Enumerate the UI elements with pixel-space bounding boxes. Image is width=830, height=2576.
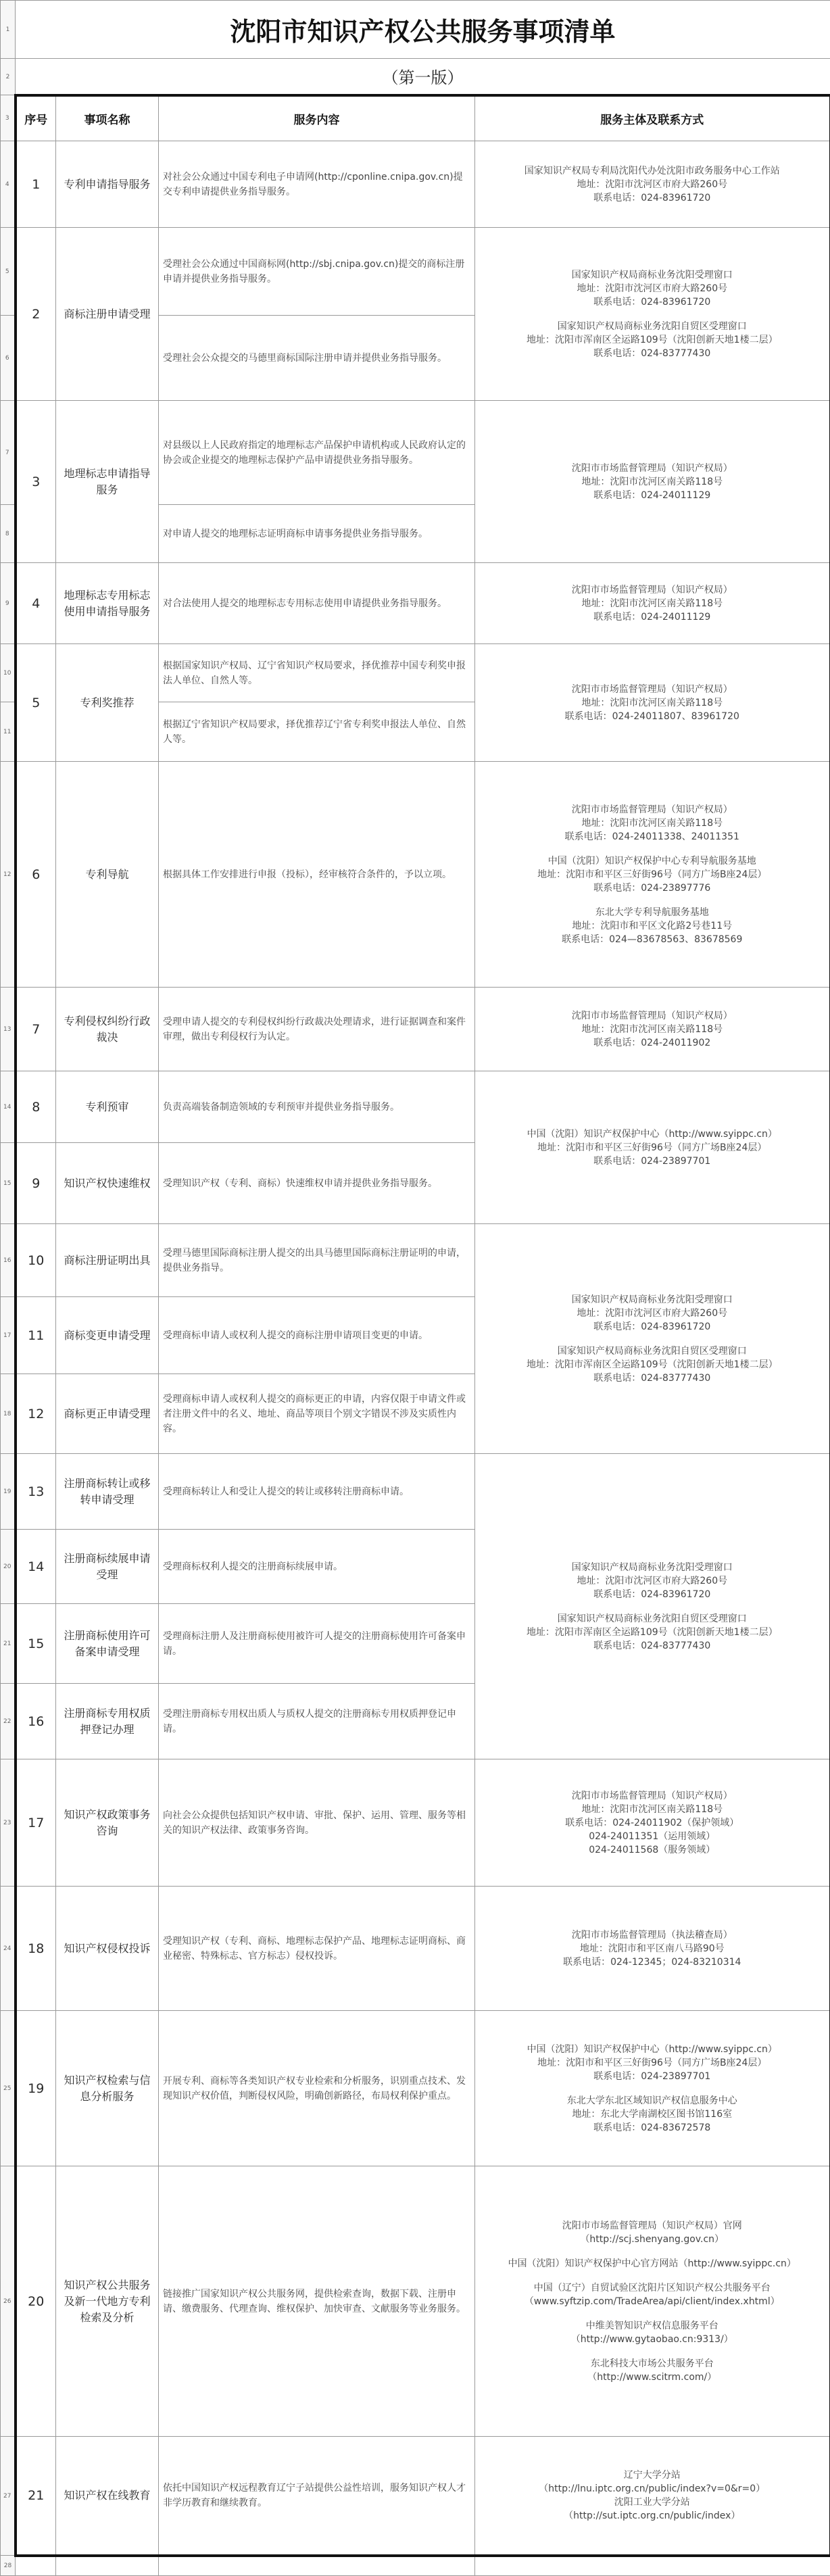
item-name: 商标注册证明出具 xyxy=(56,1224,159,1297)
row-number: 18 xyxy=(1,1374,16,1454)
item-content: 受理社会公众通过中国商标网(http://sbj.cnipa.gov.cn)提交的商标注册申请并提供业务指导服务。 xyxy=(159,228,475,316)
empty-cell xyxy=(16,2556,56,2576)
provider-gap xyxy=(479,2270,825,2281)
provider-line: 地址：沈阳市沈河区南关路118号 xyxy=(479,817,825,830)
row-number: 25 xyxy=(1,2011,16,2166)
provider-cell xyxy=(475,762,830,988)
row-number: 1 xyxy=(1,1,16,59)
item-content: 受理知识产权（专利、商标、地理标志保护产品、地理标志证明商标、商业秘密、特殊标志、官方标志）侵权投诉。 xyxy=(159,1887,475,2011)
provider-gap xyxy=(479,2346,825,2357)
provider-line: 地址：沈阳市沈河区南关路118号 xyxy=(479,1023,825,1036)
row-number: 12 xyxy=(1,762,16,988)
header-provider: 服务主体及联系方式 xyxy=(475,95,830,141)
table-row xyxy=(1,228,830,316)
item-no: 9 xyxy=(16,1143,56,1224)
item-name: 注册商标转让或移转申请受理 xyxy=(56,1454,159,1530)
provider-line: 联系电话：024-83961720 xyxy=(479,1588,825,1601)
item-name: 注册商标使用许可备案申请受理 xyxy=(56,1604,159,1684)
provider-line: 联系电话：024-23897701 xyxy=(479,2070,825,2083)
item-content: 受理知识产权（专利、商标）快速维权申请并提供业务指导服务。 xyxy=(159,1143,475,1224)
item-content: 受理商标转让人和受让人提交的转让或移转注册商标申请。 xyxy=(159,1454,475,1530)
item-content: 开展专利、商标等各类知识产权专业检索和分析服务，识别重点技术、发现知识产权价值，判断侵权风险，明确创新路径，布局权利保护重点。 xyxy=(159,2011,475,2166)
provider-gap xyxy=(479,2246,825,2257)
provider-line: 中维美智知识产权信息服务平台 xyxy=(479,2319,825,2333)
provider-line: （http://lnu.iptc.org.cn/public/index?v=0&r=0） xyxy=(479,2482,825,2496)
row-number: 4 xyxy=(1,141,16,228)
item-no: 5 xyxy=(16,644,56,762)
provider-line: 中国（辽宁）自贸试验区沈阳片区知识产权公共服务平台 xyxy=(479,2281,825,2295)
table-row xyxy=(1,563,830,644)
row-number: 24 xyxy=(1,1887,16,2011)
item-content: 受理商标申请人或权利人提交的商标注册申请项目变更的申请。 xyxy=(159,1297,475,1374)
provider-line: 国家知识产权局商标业务沈阳自贸区受理窗口 xyxy=(479,1344,825,1358)
item-no: 19 xyxy=(16,2011,56,2166)
provider-line: 国家知识产权局商标业务沈阳受理窗口 xyxy=(479,1561,825,1574)
provider-cell xyxy=(475,2437,830,2556)
item-no: 6 xyxy=(16,762,56,988)
row-number: 26 xyxy=(1,2166,16,2437)
item-content: 根据具体工作安排进行申报（投标），经审核符合条件的，予以立项。 xyxy=(159,762,475,988)
table-row xyxy=(1,2166,830,2437)
provider-cell xyxy=(475,228,830,401)
provider-line: 地址：沈阳市浑南区全运路109号（沈阳创新天地1楼二层） xyxy=(479,1626,825,1639)
provider-line: 沈阳市市场监督管理局（知识产权局） xyxy=(479,1789,825,1803)
header-name: 事项名称 xyxy=(56,95,159,141)
provider-cell xyxy=(475,2011,830,2166)
row-number: 2 xyxy=(1,59,16,95)
provider-line: 联系电话：024-12345；024-83210314 xyxy=(479,1955,825,1969)
title-row xyxy=(1,1,830,59)
item-no: 4 xyxy=(16,563,56,644)
provider-gap xyxy=(479,2083,825,2094)
provider-line: 024-24011351（运用领域） xyxy=(479,1830,825,1843)
header-content: 服务内容 xyxy=(159,95,475,141)
item-no: 8 xyxy=(16,1071,56,1143)
page-subtitle: （第一版） xyxy=(16,59,830,95)
provider-line: 地址：沈阳市和平区南八马路90号 xyxy=(479,1942,825,1955)
row-number: 17 xyxy=(1,1297,16,1374)
provider-line: 联系电话：024-23897701 xyxy=(479,1155,825,1168)
provider-line: 联系电话：024-83961720 xyxy=(479,191,825,205)
table-row xyxy=(1,1887,830,2011)
provider-line: 沈阳市市场监督管理局（知识产权局）官网 xyxy=(479,2219,825,2233)
provider-cell xyxy=(475,1759,830,1887)
item-no: 11 xyxy=(16,1297,56,1374)
provider-line: 地址：东北大学南湖校区图书馆116室 xyxy=(479,2108,825,2121)
provider-cell xyxy=(475,988,830,1071)
provider-line: 联系电话：024—83678563、83678569 xyxy=(479,933,825,946)
provider-gap xyxy=(479,1601,825,1612)
provider-line: 地址：沈阳市沈河区市府大路260号 xyxy=(479,282,825,295)
row-number: 10 xyxy=(1,644,16,702)
provider-line: 地址：沈阳市沈河区南关路118号 xyxy=(479,696,825,710)
provider-line: 联系电话：024-23897776 xyxy=(479,881,825,895)
table-row xyxy=(1,1071,830,1143)
item-no: 1 xyxy=(16,141,56,228)
item-name: 地理标志申请指导服务 xyxy=(56,401,159,563)
provider-line: 中国（沈阳）知识产权保护中心专利导航服务基地 xyxy=(479,854,825,868)
provider-cell xyxy=(475,1224,830,1454)
table-row xyxy=(1,1224,830,1297)
provider-line: 联系电话：024-83777430 xyxy=(479,1639,825,1653)
row-number: 16 xyxy=(1,1224,16,1297)
item-content: 向社会公众提供包括知识产权申请、审批、保护、运用、管理、服务等相关的知识产权法律、政策事务咨询。 xyxy=(159,1759,475,1887)
provider-line: 沈阳市市场监督管理局（知识产权局） xyxy=(479,1009,825,1023)
item-no: 7 xyxy=(16,988,56,1071)
row-number: 8 xyxy=(1,505,16,563)
provider-line: 联系电话：024-83961720 xyxy=(479,295,825,309)
provider-line: 国家知识产权局商标业务沈阳自贸区受理窗口 xyxy=(479,1612,825,1626)
provider-gap xyxy=(479,1334,825,1344)
provider-line: 地址：沈阳市和平区三好街96号（同方广场B座24层） xyxy=(479,868,825,881)
provider-line: 东北科技大市场公共服务平台 xyxy=(479,2357,825,2371)
row-number: 7 xyxy=(1,401,16,505)
provider-line: 沈阳市市场监督管理局（执法稽查局） xyxy=(479,1928,825,1942)
item-name: 专利预审 xyxy=(56,1071,159,1143)
provider-cell xyxy=(475,2166,830,2437)
item-content: 受理商标申请人或权利人提交的商标更正的申请，内容仅限于申请文件或者注册文件中的名义、地址、商品等项目个别文字错误不涉及实质性内容。 xyxy=(159,1374,475,1454)
provider-line: 联系电话：024-83777430 xyxy=(479,1371,825,1385)
provider-line: 地址：沈阳市和平区三好街96号（同方广场B座24层） xyxy=(479,1141,825,1155)
item-name: 注册商标续展申请受理 xyxy=(56,1530,159,1604)
provider-line: 联系电话：024-83672578 xyxy=(479,2121,825,2135)
provider-line: （www.syftzip.com/TradeArea/api/client/index.xhtml） xyxy=(479,2295,825,2308)
item-no: 12 xyxy=(16,1374,56,1454)
provider-line: 地址：沈阳市和平区三好街96号（同方广场B座24层） xyxy=(479,2056,825,2070)
item-no: 21 xyxy=(16,2437,56,2556)
table-row xyxy=(1,2011,830,2166)
item-content: 对社会公众通过中国专利电子申请网(http://cponline.cnipa.gov.cn)提交专利申请提供业务指导服务。 xyxy=(159,141,475,228)
item-content: 负责高端装备制造领域的专利预审并提供业务指导服务。 xyxy=(159,1071,475,1143)
item-content: 受理注册商标专用权出质人与质权人提交的注册商标专用权质押登记申请。 xyxy=(159,1684,475,1759)
item-name: 专利侵权纠纷行政裁决 xyxy=(56,988,159,1071)
item-name: 商标注册申请受理 xyxy=(56,228,159,401)
item-content: 对合法使用人提交的地理标志专用标志使用申请提供业务指导服务。 xyxy=(159,563,475,644)
row-number: 19 xyxy=(1,1454,16,1530)
provider-line: 地址：沈阳市沈河区市府大路260号 xyxy=(479,1307,825,1320)
item-content: 受理商标权利人提交的注册商标续展申请。 xyxy=(159,1530,475,1604)
row-number: 5 xyxy=(1,228,16,316)
item-no: 16 xyxy=(16,1684,56,1759)
item-name: 知识产权在线教育 xyxy=(56,2437,159,2556)
table-row xyxy=(1,988,830,1071)
provider-line: 中国（沈阳）知识产权保护中心官方网站（http://www.syippc.cn） xyxy=(479,2257,825,2270)
provider-line: 地址：沈阳市浑南区全运路109号（沈阳创新天地1楼二层） xyxy=(479,333,825,347)
provider-line: （http://scj.shenyang.gov.cn） xyxy=(479,2233,825,2246)
item-content: 受理商标注册人及注册商标使用被许可人提交的注册商标使用许可备案申请。 xyxy=(159,1604,475,1684)
item-name: 专利奖推荐 xyxy=(56,644,159,762)
table-row xyxy=(1,401,830,505)
table-row xyxy=(1,141,830,228)
table-row xyxy=(1,1454,830,1530)
item-name: 专利申请指导服务 xyxy=(56,141,159,228)
row-number: 15 xyxy=(1,1143,16,1224)
provider-gap xyxy=(479,2308,825,2319)
empty-cell xyxy=(56,2556,159,2576)
item-content: 根据国家知识产权局、辽宁省知识产权局要求，择优推荐中国专利奖申报法人单位、自然人等。 xyxy=(159,644,475,702)
row-number: 14 xyxy=(1,1071,16,1143)
provider-cell xyxy=(475,1071,830,1224)
item-name: 商标变更申请受理 xyxy=(56,1297,159,1374)
provider-cell xyxy=(475,644,830,762)
row-number: 28 xyxy=(1,2556,16,2576)
item-name: 知识产权政策事务咨询 xyxy=(56,1759,159,1887)
item-content: 对申请人提交的地理标志证明商标申请事务提供业务指导服务。 xyxy=(159,505,475,563)
row-number: 3 xyxy=(1,95,16,141)
row-number: 20 xyxy=(1,1530,16,1604)
provider-line: 联系电话：024-24011902 xyxy=(479,1036,825,1050)
item-content: 受理社会公众提交的马德里商标国际注册申请并提供业务指导服务。 xyxy=(159,316,475,401)
provider-line: 东北大学专利导航服务基地 xyxy=(479,906,825,919)
item-no: 15 xyxy=(16,1604,56,1684)
provider-cell xyxy=(475,1887,830,2011)
provider-cell xyxy=(475,1454,830,1759)
provider-cell xyxy=(475,401,830,563)
provider-line: 沈阳市市场监督管理局（知识产权局） xyxy=(479,583,825,597)
item-no: 14 xyxy=(16,1530,56,1604)
item-content: 依托中国知识产权远程教育辽宁子站提供公益性培训，服务知识产权人才非学历教育和继续教育。 xyxy=(159,2437,475,2556)
provider-line: 联系电话：024-83777430 xyxy=(479,347,825,360)
provider-gap xyxy=(479,895,825,906)
provider-cell xyxy=(475,141,830,228)
provider-gap xyxy=(479,309,825,320)
provider-line: （http://www.gytaobao.cn:9313/） xyxy=(479,2333,825,2346)
provider-line: 国家知识产权局商标业务沈阳受理窗口 xyxy=(479,1293,825,1307)
provider-cell xyxy=(475,563,830,644)
item-no: 17 xyxy=(16,1759,56,1887)
item-no: 2 xyxy=(16,228,56,401)
item-no: 20 xyxy=(16,2166,56,2437)
provider-line: 地址：沈阳市沈河区市府大路260号 xyxy=(479,178,825,191)
row-number: 6 xyxy=(1,316,16,401)
item-name: 地理标志专用标志使用申请指导服务 xyxy=(56,563,159,644)
header-row xyxy=(1,95,830,141)
provider-line: （http://www.scitrm.com/） xyxy=(479,2371,825,2384)
provider-line: 沈阳市市场监督管理局（知识产权局） xyxy=(479,683,825,696)
item-no: 13 xyxy=(16,1454,56,1530)
provider-line: 国家知识产权局商标业务沈阳受理窗口 xyxy=(479,268,825,282)
item-no: 10 xyxy=(16,1224,56,1297)
item-content: 根据辽宁省知识产权局要求，择优推荐辽宁省专利奖申报法人单位、自然人等。 xyxy=(159,702,475,762)
item-name: 专利导航 xyxy=(56,762,159,988)
provider-line: 中国（沈阳）知识产权保护中心（http://www.syippc.cn） xyxy=(479,2043,825,2056)
row-number: 13 xyxy=(1,988,16,1071)
empty-cell xyxy=(475,2556,830,2576)
item-content: 链接推广国家知识产权公共服务网，提供检索查询，数据下载、注册申请、缴费服务、代理查询、维权保护、加快审查、文献服务等业务服务。 xyxy=(159,2166,475,2437)
row-number: 9 xyxy=(1,563,16,644)
row-number: 23 xyxy=(1,1759,16,1887)
provider-line: 国家知识产权局商标业务沈阳自贸区受理窗口 xyxy=(479,320,825,333)
provider-line: 沈阳市市场监督管理局（知识产权局） xyxy=(479,803,825,817)
item-name: 知识产权侵权投诉 xyxy=(56,1887,159,2011)
item-name: 商标更正申请受理 xyxy=(56,1374,159,1454)
item-no: 18 xyxy=(16,1887,56,2011)
item-name: 知识产权检索与信息分析服务 xyxy=(56,2011,159,2166)
table-row xyxy=(1,2437,830,2556)
provider-line: 联系电话：024-24011129 xyxy=(479,489,825,502)
provider-line: （http://sut.iptc.org.cn/public/index） xyxy=(479,2509,825,2523)
empty-cell xyxy=(159,2556,475,2576)
item-content: 受理马德里国际商标注册人提交的出具马德里国际商标注册证明的申请，提供业务指导。 xyxy=(159,1224,475,1297)
provider-line: 联系电话：024-83961720 xyxy=(479,1320,825,1334)
provider-line: 024-24011568（服务领域） xyxy=(479,1843,825,1857)
provider-line: 联系电话：024-24011129 xyxy=(479,610,825,624)
page-title: 沈阳市知识产权公共服务事项清单 xyxy=(16,1,830,59)
item-content: 对县级以上人民政府指定的地理标志产品保护申请机构或人民政府认定的协会或企业提交的地理标志保护产品申请提供业务指导服务。 xyxy=(159,401,475,505)
table-row xyxy=(1,1759,830,1887)
row-number: 27 xyxy=(1,2437,16,2556)
header-no: 序号 xyxy=(16,95,56,141)
item-name: 知识产权快速维权 xyxy=(56,1143,159,1224)
provider-line: 地址：沈阳市沈河区南关路118号 xyxy=(479,1803,825,1816)
table-row xyxy=(1,762,830,988)
row-number: 11 xyxy=(1,702,16,762)
empty-row xyxy=(1,2556,830,2576)
table-row xyxy=(1,644,830,702)
item-no: 3 xyxy=(16,401,56,563)
provider-line: 联系电话：024-24011807、83961720 xyxy=(479,710,825,723)
provider-line: 联系电话：024-24011338、24011351 xyxy=(479,830,825,844)
subtitle-row xyxy=(1,59,830,95)
provider-line: 地址：沈阳市浑南区全运路109号（沈阳创新天地1楼二层） xyxy=(479,1358,825,1371)
row-number: 22 xyxy=(1,1684,16,1759)
item-name: 注册商标专用权质押登记办理 xyxy=(56,1684,159,1759)
provider-line: 中国（沈阳）知识产权保护中心（http://www.syippc.cn） xyxy=(479,1127,825,1141)
provider-line: 地址：沈阳市和平区文化路2号巷11号 xyxy=(479,919,825,933)
provider-gap xyxy=(479,844,825,854)
provider-line: 东北大学东北区域知识产权信息服务中心 xyxy=(479,2094,825,2108)
provider-line: 地址：沈阳市沈河区市府大路260号 xyxy=(479,1574,825,1588)
provider-line: 沈阳市市场监督管理局（知识产权局） xyxy=(479,462,825,475)
provider-line: 国家知识产权局专利局沈阳代办处沈阳市政务服务中心工作站 xyxy=(479,164,825,178)
row-number: 21 xyxy=(1,1604,16,1684)
provider-line: 地址：沈阳市沈河区南关路118号 xyxy=(479,475,825,489)
provider-line: 联系电话：024-24011902（保护领域） xyxy=(479,1816,825,1830)
provider-line: 沈阳工业大学分站 xyxy=(479,2496,825,2509)
provider-line: 辽宁大学分站 xyxy=(479,2469,825,2482)
item-content: 受理申请人提交的专利侵权纠纷行政裁决处理请求，进行证据调查和案件审理，做出专利侵权行为认定。 xyxy=(159,988,475,1071)
provider-line: 地址：沈阳市沈河区南关路118号 xyxy=(479,597,825,610)
item-name: 知识产权公共服务及新一代地方专利检索及分析 xyxy=(56,2166,159,2437)
